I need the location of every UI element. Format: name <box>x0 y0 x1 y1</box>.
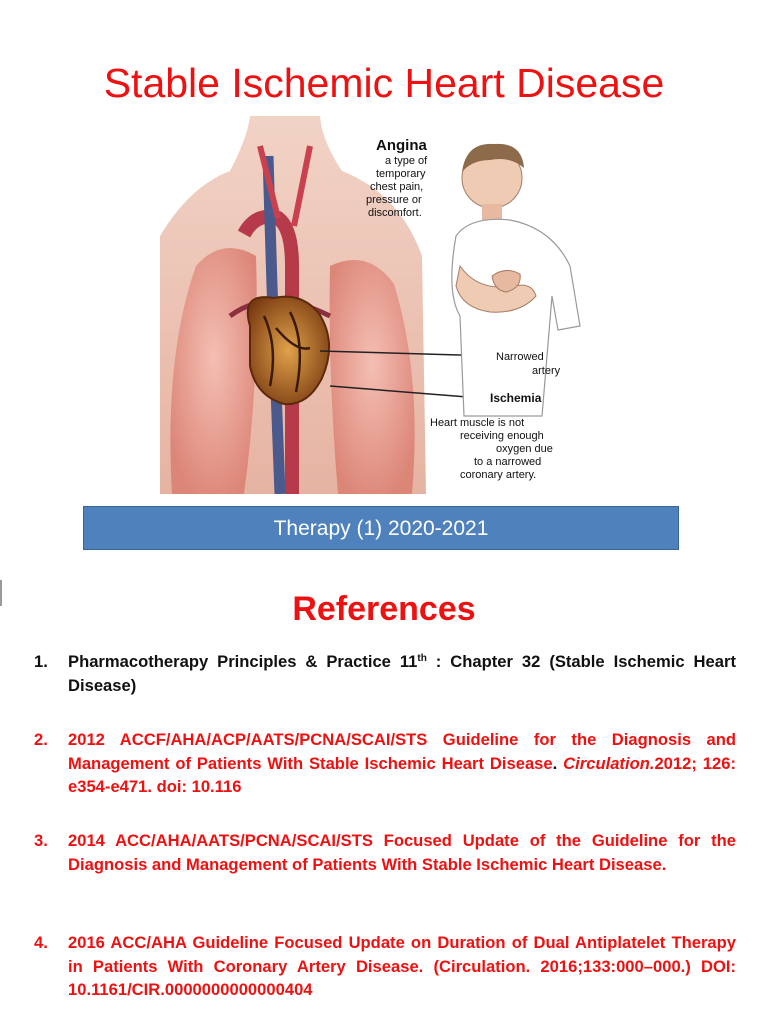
reference-citation: 2012; 126: e354-e471. doi: 10.116 <box>68 753 736 796</box>
narrowed-artery-label-1: Narrowed <box>496 351 544 363</box>
reference-text <box>68 728 736 799</box>
references-heading: References <box>292 590 476 628</box>
reference-text <box>68 650 736 697</box>
reference-period: . <box>552 753 558 773</box>
ischemia-desc-1: Heart muscle is not <box>430 417 525 429</box>
man-neck <box>482 204 502 220</box>
reference-item-3 <box>34 829 736 876</box>
angina-desc-2: temporary <box>376 168 426 180</box>
reference-text: 2016 ACC/AHA Guideline Focused Update on Duration of Dual Antiplatelet Therapy in Patients With Coronary Artery Disease. (Circulation. 2016;133:000–000.) DOI: 10.1161/CIR.0000000000000404 <box>68 933 736 999</box>
narrowed-artery-label-2: artery <box>532 365 561 377</box>
angina-desc-4: pressure or <box>366 194 422 206</box>
reference-number: 4. <box>34 933 48 952</box>
reference-title: 2012 ACCF/AHA/ACP/AATS/PCNA/SCAI/STS Guideline for the Diagnosis and Management of Patients With Stable Ischemic Heart Disease <box>68 730 736 773</box>
reference-journal: Circulation. <box>563 753 655 773</box>
reference-number: 1. <box>34 652 48 671</box>
reference-item-1 <box>34 650 736 697</box>
slide-title: Stable Ischemic Heart Disease <box>103 60 665 106</box>
man-shirt <box>452 219 580 416</box>
angina-illustration <box>160 116 612 494</box>
angina-desc-3: chest pain, <box>370 181 424 193</box>
ischemia-desc-5: coronary artery. <box>460 469 537 481</box>
reference-number: 3. <box>34 831 48 850</box>
angina-illustration-svg <box>160 116 612 494</box>
therapy-banner: Therapy (1) 2020-2021 <box>83 506 679 550</box>
angina-title: Angina <box>376 137 427 154</box>
reference-item-2 <box>34 728 736 799</box>
ischemia-label: Ischemia <box>490 391 542 405</box>
reference-number: 2. <box>34 730 48 749</box>
superscript-th: th <box>417 653 427 664</box>
ischemia-desc-3: oxygen due <box>496 443 553 455</box>
heart-shape <box>248 297 329 405</box>
ischemia-desc-2: receiving enough <box>460 430 544 442</box>
ischemia-desc-4: to a narrowed <box>474 456 542 468</box>
angina-desc-1: a type of <box>385 155 428 167</box>
angina-desc-5: discomfort. <box>368 207 422 219</box>
reference-text-part: : Chapter 32 (Stable Ischemic Heart Disease) <box>68 652 736 695</box>
reference-item-4 <box>34 931 736 1002</box>
reference-text: 2014 ACC/AHA/AATS/PCNA/SCAI/STS Focused Update of the Guideline for the Diagnosis and Management of Patients With Stable Ischemic Heart Disease. <box>68 831 736 874</box>
reference-text-part: Pharmacotherapy Principles & Practice 11 <box>68 652 418 671</box>
